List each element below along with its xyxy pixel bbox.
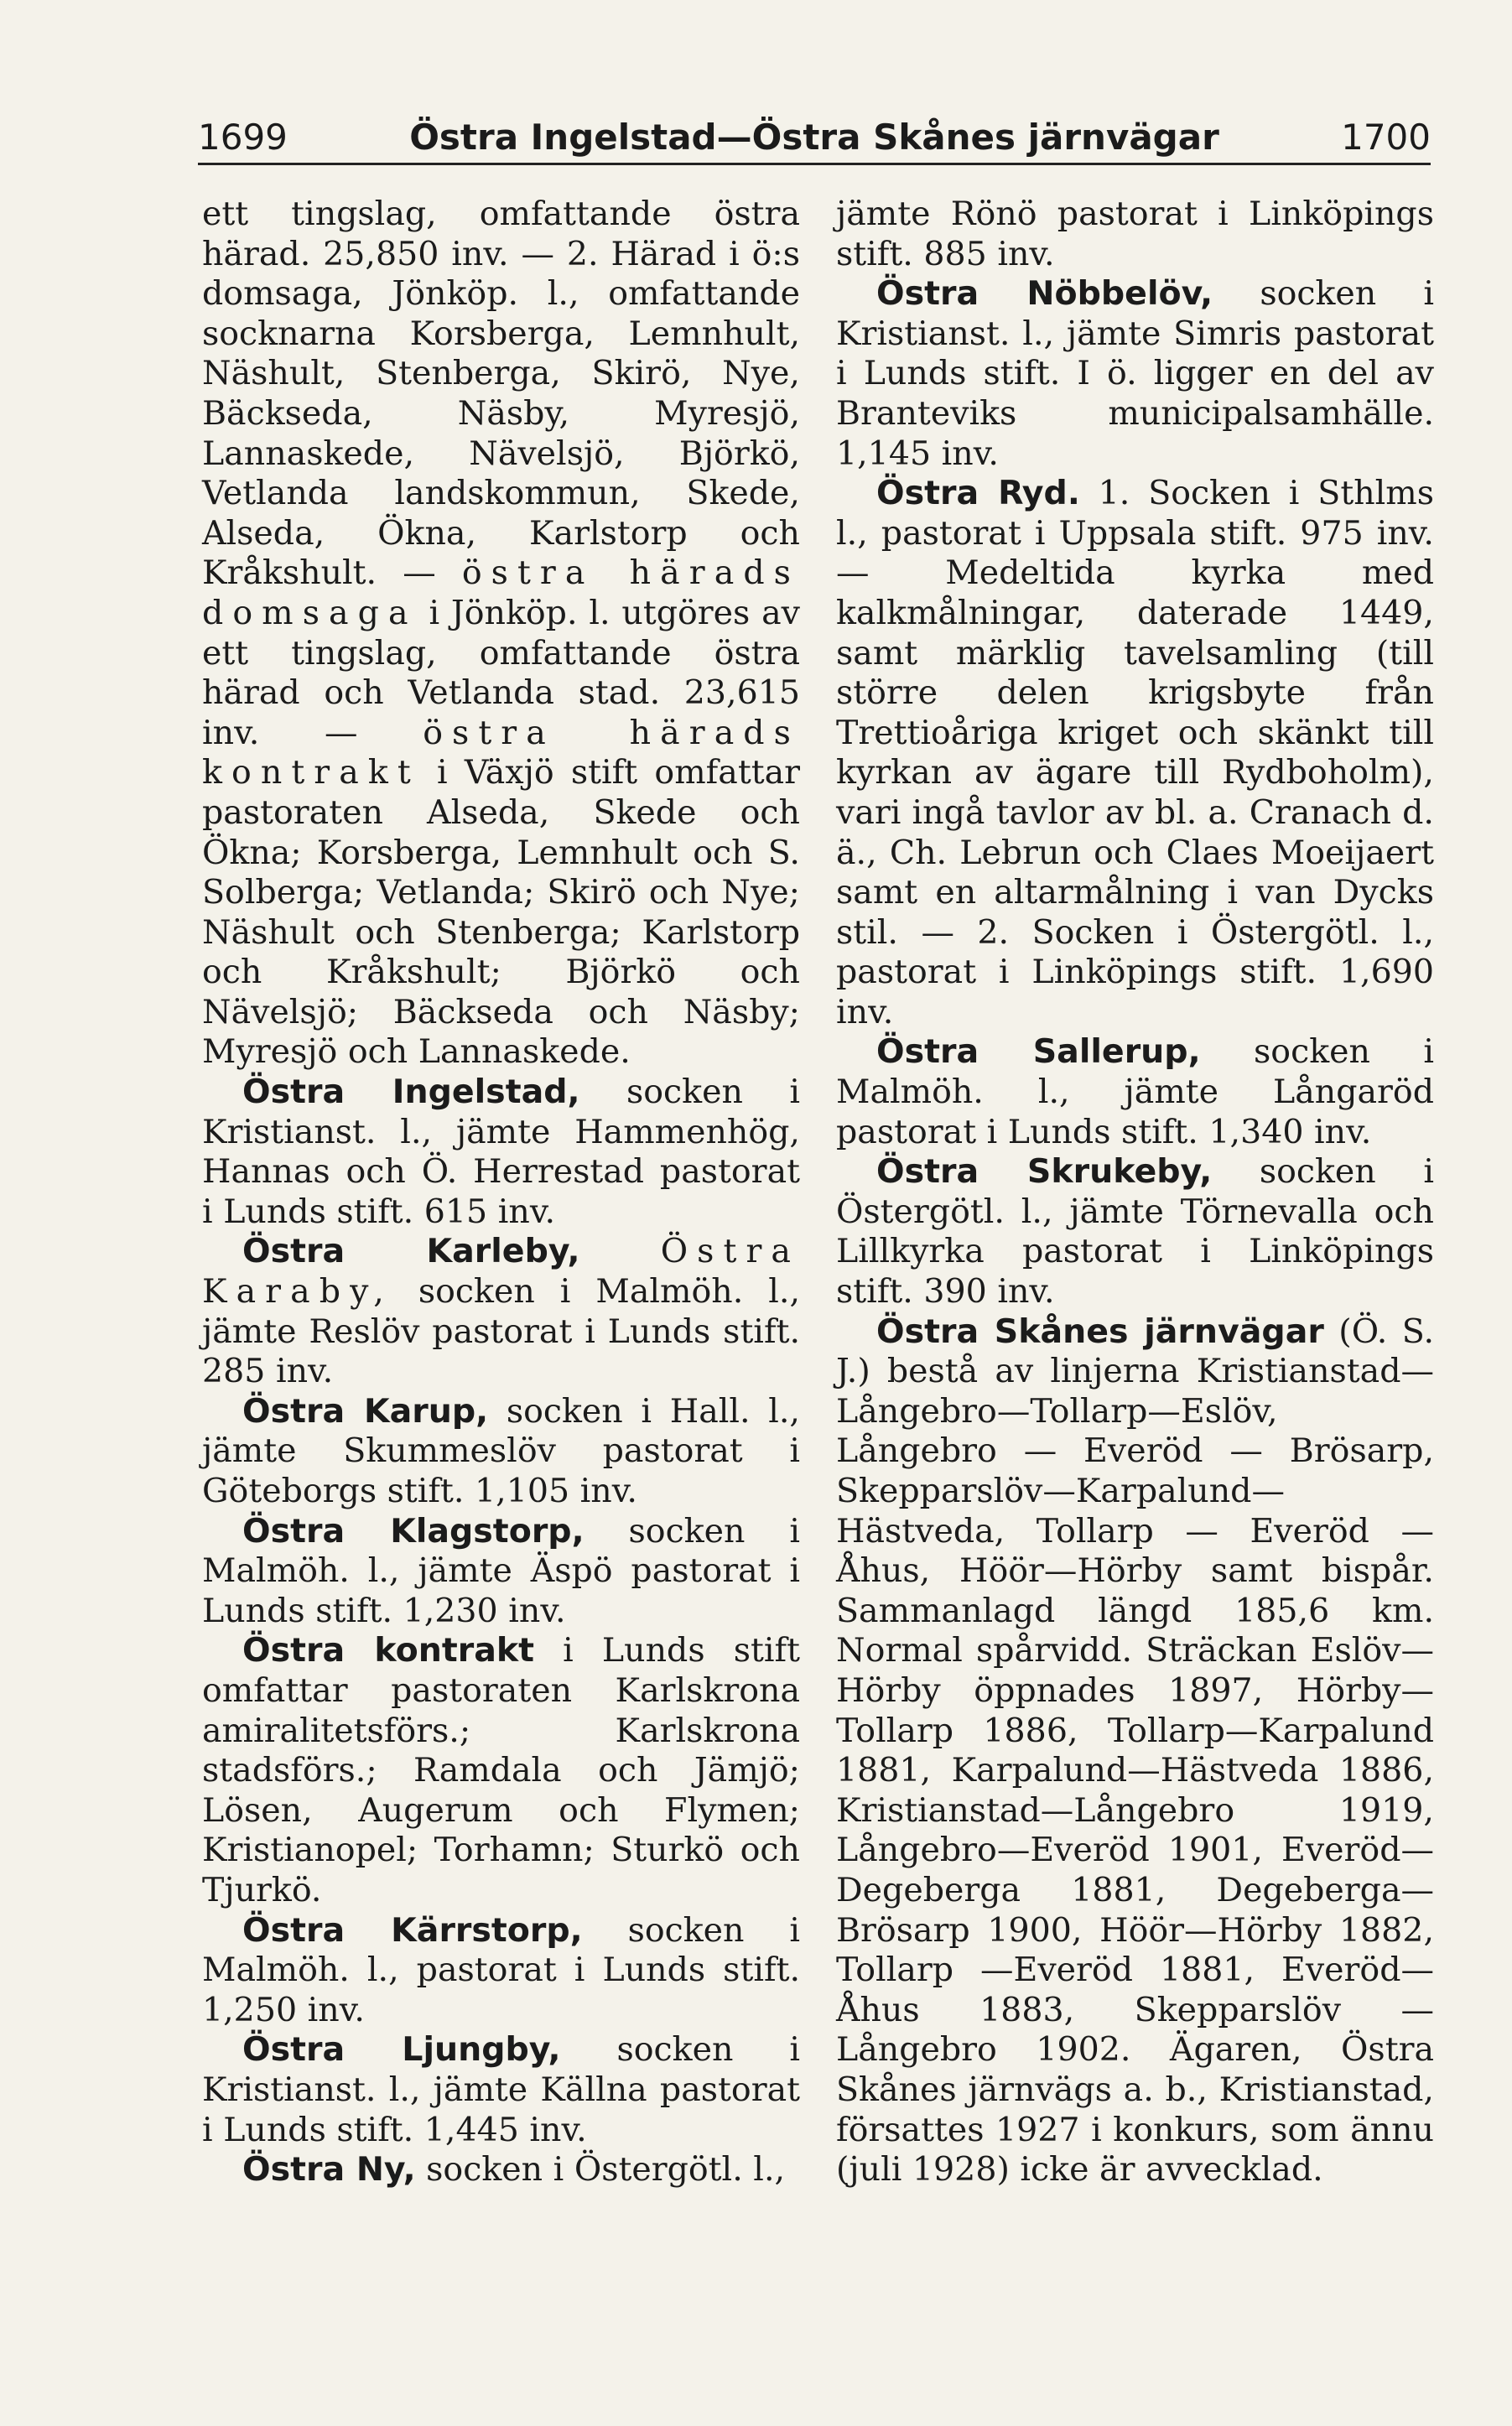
spaced-alt-name: Östra Karaby, bbox=[202, 1232, 800, 1312]
headword: Östra Ljungby, bbox=[242, 2030, 561, 2070]
entry-ostra-sallerup: Östra Sallerup, socken i Malmöh. l., jämte Långaröd pastorat i Lunds stift. 1,340 inv. bbox=[836, 1032, 1435, 1151]
entry-ostra-ryd: Östra Ryd. 1. Socken i Sthlms l., pastorat i Uppsala stift. 975 inv. — Medeltida kyrka med kalkmålningar, daterade 1449, samt märklig tavelsamling (till större delen krigsbyte från Trettioåriga kriget och skänkt till kyrkan av ägare till Rydboholm), vari ingå tavlor av bl. a. Cranach d. ä., Ch. Lebrun och Claes Moeijaert samt en altarmålning i van Dycks stil. — 2. Socken i Östergötl. l., pastorat i Linköpings stift. 1,690 inv. bbox=[836, 474, 1434, 1031]
headword: Östra Skrukeby, bbox=[876, 1152, 1213, 1192]
right-column bbox=[836, 195, 1434, 2190]
left-column bbox=[202, 195, 800, 2190]
spaced-term-domsaga: östra härads domsaga bbox=[202, 553, 800, 632]
headword: Östra Kärrstorp, bbox=[242, 1910, 583, 1950]
entry-ostra-skanes-jarnvagar: Östra Skånes järnvägar (Ö. S. J.) bestå av linjerna Kristianstad—Långebro—Tollarp—Eslöv, Långebro — Everöd — Brösarp, Skepparslöv—Karpalund—Hästveda, Tollarp — Everöd — Åhus, Höör—Hörby samt bispår. Sammanlagd längd 185,6 km. Normal spårvidd. Sträckan Eslöv—Hörby öppnades 1897, Hörby—Tollarp 1886, Tollarp—Karpalund 1881, Karpalund—Hästveda 1886, Kristianstad—Långebro 1919, Långebro—Everöd 1901, Everöd—Degeberga 1881, Degeberga—Brösarp 1900, Höör—Hörby 1882, Tollarp —Everöd 1881, Everöd—Åhus 1883, Skepparslöv — Långebro 1902. Ägaren, Östra Skånes järnvägs a. b., Kristianstad, försattes 1927 i konkurs, som ännu (juli 1928) icke är avvecklad. bbox=[836, 1312, 1434, 2190]
headword: Östra Ingelstad, bbox=[242, 1073, 580, 1112]
headword: Östra Nöbbelöv, bbox=[876, 274, 1213, 314]
entry-ostra-karleby: Östra Karleby, Östra Karaby, socken i Malmöh. l., jämte Reslöv pastorat i Lunds stift. 285 inv. bbox=[202, 1232, 800, 1391]
entry-ostra-skrukeby: Östra Skrukeby, socken i Östergötl. l., jämte Törnevalla och Lillkyrka pastorat i Linköpings stift. 390 inv. bbox=[836, 1152, 1434, 1312]
headword: Östra Klagstorp, bbox=[242, 1511, 585, 1551]
headword: Östra Skånes järnvägar bbox=[876, 1312, 1324, 1351]
entry-ostra-ny: Östra Ny, socken i Östergötl. l., bbox=[242, 2150, 786, 2190]
headword: Östra Ny, bbox=[242, 2150, 416, 2190]
headword: Östra Ryd. bbox=[876, 474, 1080, 513]
right-page-number: 1700 bbox=[1341, 117, 1431, 158]
running-title: Östra Ingelstad—Östra Skånes järnvägar bbox=[409, 117, 1219, 158]
spaced-term-kontrakt: östra härads kontrakt bbox=[202, 713, 800, 792]
entry-ostra-karup: Östra Karup, socken i Hall. l., jämte Skummeslöv pastorat i Göteborgs stift. 1,105 inv. bbox=[202, 1391, 800, 1510]
entry-ostra-ingelstad: Östra Ingelstad, socken i Kristianst. l., jämte Hammenhög, Hannas och Ö. Herrestad pastorat i Lunds stift. 615 inv. bbox=[202, 1073, 800, 1231]
continued-entry-ostra-ny: jämte Rönö pastorat i Linköpings stift. 885 inv. bbox=[836, 195, 1434, 273]
running-header bbox=[198, 99, 1431, 165]
entry-ostra-nobbelov: Östra Nöbbelöv, socken i Kristianst. l., jämte Simris pastorat i Lunds stift. I ö. ligger en del av Branteviks municipalsamhälle. 1,145 inv. bbox=[836, 274, 1435, 473]
headword: Östra Karleby, bbox=[242, 1232, 580, 1271]
entry-ostra-kontrakt: Östra kontrakt i Lunds stift omfattar pastoraten Karlskrona amiralitetsförs.; Karlskrona stadsförs.; Ramdala och Jämjö; Lösen, Augerum och Flymen; Kristianopel; Torhamn; Sturkö och Tjurkö. bbox=[202, 1631, 800, 1909]
entry-ostra-karrstorp: Östra Kärrstorp, socken i Malmöh. l., pastorat i Lunds stift. 1,250 inv. bbox=[202, 1910, 801, 2029]
headword: Östra kontrakt bbox=[242, 1631, 535, 1670]
headword: Östra Karup, bbox=[242, 1391, 489, 1431]
continued-entry-ostra-harad: ett tingslag, omfattande östra härad. 25,850 inv. — 2. Härad i ö:s domsaga, Jönköp. l., omfattande socknarna Korsberga, Lemnhult, Näshult, Stenberga, Skirö, Nye, Bäckseda, Näsby, Myresjö, Lannaskede, Nävelsjö, Björkö, Vetlanda landskommun, Skede, Alseda, Ökna, Karlstorp och Kråkshult. — östra härads domsaga i Jönköp. l. utgöres av ett tingslag, omfattande östra härad och Vetlanda stad. 23,615 inv. — östra härads kontrakt i Växjö stift omfattar pastoraten Alseda, Skede och Ökna; Korsberga, Lemnhult och S. Solberga; Vetlanda; Skirö och Nye; Näshult och Stenberga; Karlstorp och Kråkshult; Björkö och Nävelsjö; Bäckseda och Näsby; Myresjö och Lannaskede. bbox=[202, 195, 800, 1072]
entry-ostra-klagstorp: Östra Klagstorp, socken i Malmöh. l., jämte Äspö pastorat i Lunds stift. 1,230 inv. bbox=[202, 1511, 800, 1630]
headword: Östra Sallerup, bbox=[876, 1032, 1201, 1072]
entry-ostra-ljungby: Östra Ljungby, socken i Kristianst. l., jämte Källna pastorat i Lunds stift. 1,445 inv. bbox=[202, 2030, 801, 2149]
left-page-number: 1699 bbox=[198, 117, 288, 158]
